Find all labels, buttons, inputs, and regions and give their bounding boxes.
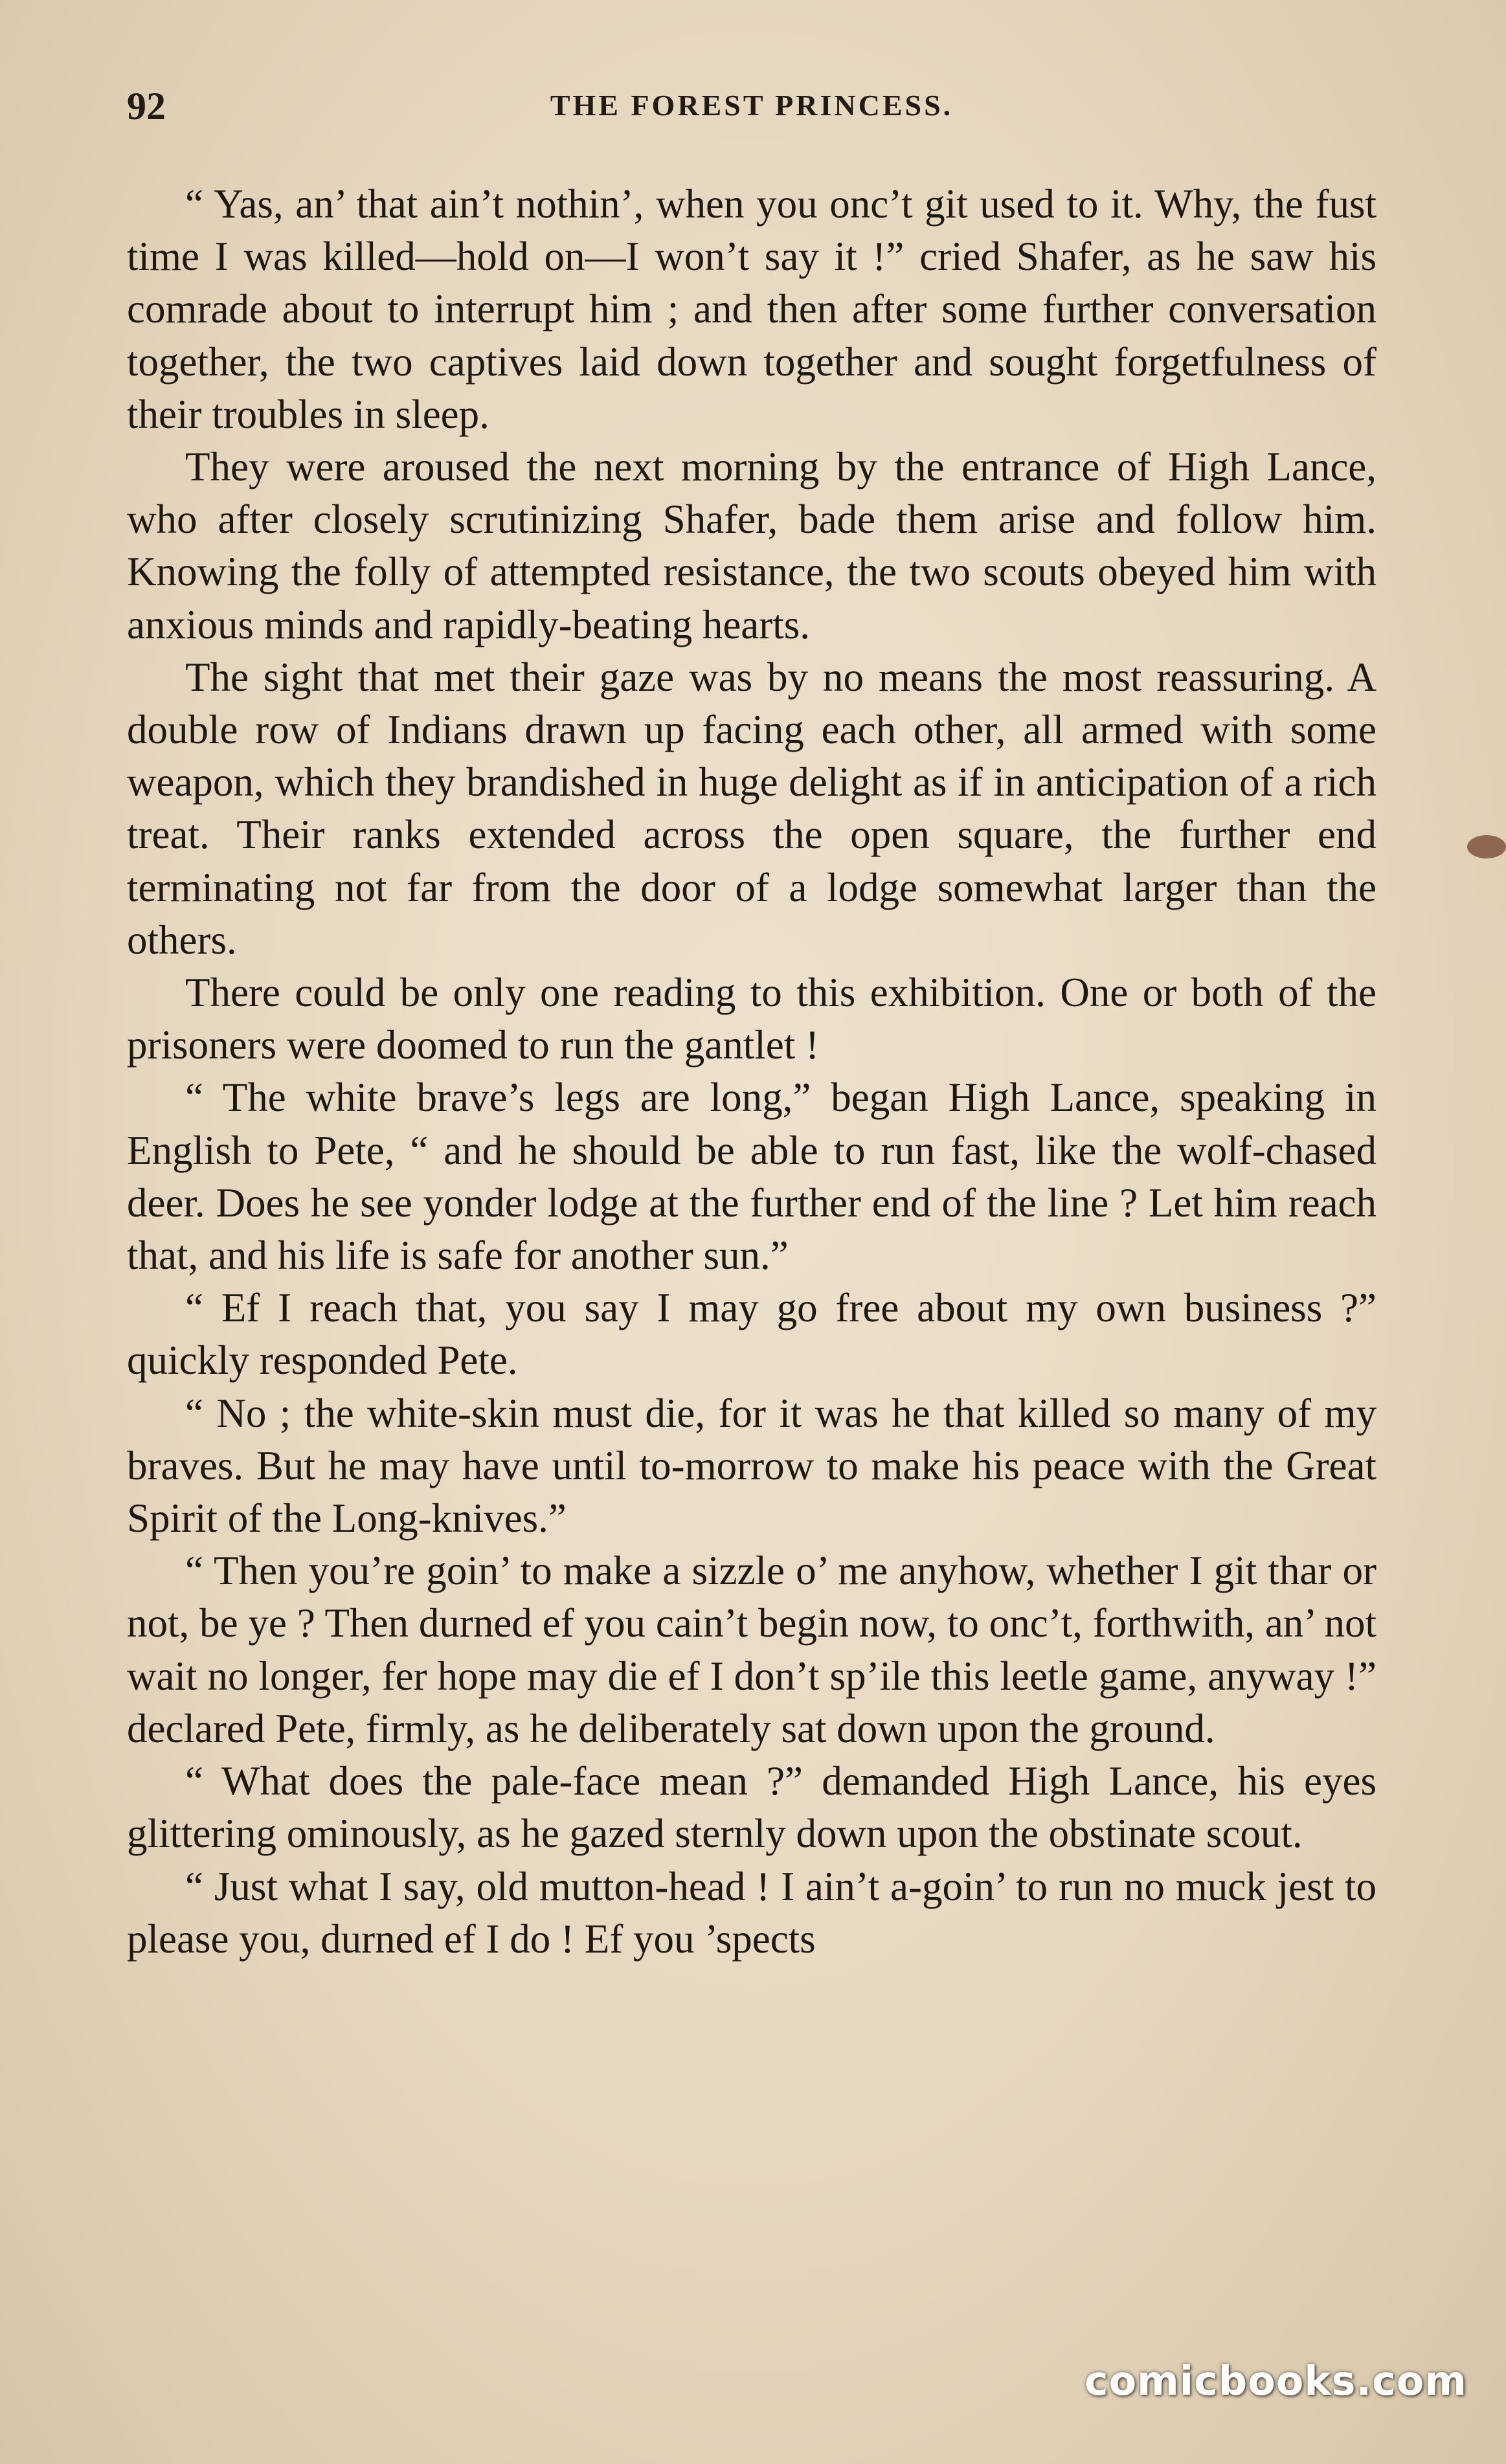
paragraph: “ Just what I say, old mutton-head ! I ain’t a-goin’ to run no muck jest to please you, durned ef I do ! Ef you ’spects <box>127 1863 1377 1962</box>
site-watermark: comicbooks.com <box>1084 2357 1467 2404</box>
paragraph: “ No ; the white-skin must die, for it was he that killed so many of my braves. But he may have until to-morrow to make his peace with the Great Spirit of the Long-knives.” <box>127 1390 1377 1541</box>
running-title: THE FOREST PRINCESS. <box>550 89 954 122</box>
page-number: 92 <box>127 85 166 128</box>
paragraph: “ Then you’re goin’ to make a sizzle o’ me anyhow, whether I git thar or not, be ye ? Then durned ef you cain’t begin now, to onc’t, forthwith, an’ not wait no longer, fer hope may die ef I don’t sp’ile this leetle game, anyway !” declared Pete, firmly, as he deliberately sat down upon the ground. <box>127 1548 1377 1751</box>
paragraph: “ What does the pale-face mean ?” demanded High Lance, his eyes glittering ominously, as he gazed sternly down upon the obstinate scout. <box>127 1758 1377 1857</box>
paragraph: The sight that met their gaze was by no means the most reassuring. A double row of Indians drawn up facing each other, all armed with some weapon, which they brandished in huge delight as if in anticipation of a rich treat. Their ranks extended across the open square, the further end terminating not far from the door of a lodge somewhat larger than the others. <box>127 654 1377 963</box>
paragraph: “ Yas, an’ that ain’t nothin’, when you onc’t git used to it. Why, the fust time I was killed—hold on—I won’t say it !” cried Shafer, as he saw his comrade about to interrupt him ; and then after some further conversation together, the two captives laid down together and sought forgetfulness of their troubles in sleep. <box>127 181 1377 437</box>
body-text <box>127 178 1377 1966</box>
paragraph: “ Ef I reach that, you say I may go free about my own business ?” quickly responded Pete. <box>127 1285 1377 1383</box>
paragraph: There could be only one reading to this exhibition. One or both of the prisoners were doomed to run the gantlet ! <box>127 970 1377 1068</box>
page-stain <box>1467 835 1506 858</box>
page-header <box>127 84 1377 136</box>
paragraph: They were aroused the next morning by the entrance of High Lance, who after closely scrutinizing Shafer, bade them arise and follow him. Knowing the folly of attempted resistance, the two scouts obeyed him with anxious minds and rapidly-beating hearts. <box>127 444 1377 647</box>
paragraph: “ The white brave’s legs are long,” began High Lance, speaking in English to Pete, “ and he should be able to run fast, like the wolf-chased deer. Does he see yonder lodge at the further end of the line ? Let him reach that, and his life is safe for another sun.” <box>127 1075 1377 1279</box>
